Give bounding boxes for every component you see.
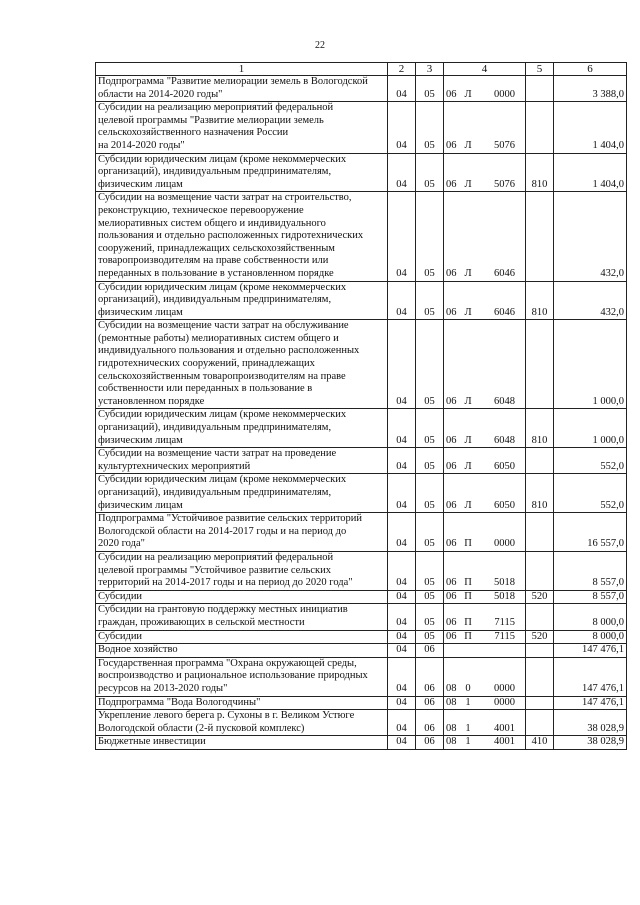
- expense-type-code: [526, 644, 554, 658]
- table-row: [96, 590, 627, 604]
- expense-type-code: [526, 551, 554, 590]
- target-article-part: Л: [464, 499, 472, 511]
- table-row: [96, 76, 627, 102]
- target-article-part: Л: [464, 434, 472, 446]
- section-code: 04: [388, 102, 416, 153]
- amount-value: 432,0: [554, 192, 627, 281]
- target-article-part: 06: [446, 538, 457, 550]
- amount-value: 552,0: [554, 448, 627, 474]
- target-article-part: 06: [446, 616, 457, 628]
- target-article-part: П: [464, 577, 472, 589]
- subsection-code: 06: [416, 710, 444, 736]
- subsection-code: 05: [416, 281, 444, 320]
- page-number: 22: [315, 40, 325, 51]
- amount-value: 38 028,9: [554, 736, 627, 750]
- expense-type-code: [526, 320, 554, 409]
- section-code: 04: [388, 710, 416, 736]
- target-article-part: Л: [464, 460, 472, 472]
- amount-value: 147 476,1: [554, 644, 627, 658]
- target-article-part: П: [464, 616, 472, 628]
- target-article-part: 4001: [494, 722, 515, 734]
- amount-value: 1 000,0: [554, 409, 627, 448]
- expense-type-code: [526, 696, 554, 710]
- row-name: Водное хозяйство: [96, 644, 388, 658]
- table-row: [96, 153, 627, 192]
- section-code: 04: [388, 630, 416, 644]
- subsection-code: 05: [416, 448, 444, 474]
- table-row: [96, 710, 627, 736]
- row-name: Укрепление левого берега р. Сухоны в г. Великом Устюге Вологодской области (2-й пусковой комплекс): [96, 710, 388, 736]
- row-name: Субсидии: [96, 630, 388, 644]
- section-code: 04: [388, 696, 416, 710]
- subsection-code: 06: [416, 657, 444, 696]
- expense-type-code: [526, 102, 554, 153]
- target-article-part: 1: [465, 736, 471, 748]
- amount-value: 38 028,9: [554, 710, 627, 736]
- section-code: 04: [388, 320, 416, 409]
- table-row: [96, 630, 627, 644]
- target-article-code: [444, 320, 526, 409]
- target-article-part: 0000: [494, 538, 515, 550]
- row-name: Бюджетные инвестиции: [96, 736, 388, 750]
- target-article-part: 5076: [494, 178, 515, 190]
- row-name: Субсидии на возмещение части затрат на проведение культуртехнических мероприятий: [96, 448, 388, 474]
- subsection-code: 05: [416, 474, 444, 513]
- target-article-part: 08: [446, 722, 457, 734]
- row-name: Субсидии юридическим лицам (кроме некоммерческих организаций), индивидуальным предпринимателям, физическим лицам: [96, 409, 388, 448]
- expense-type-code: 520: [526, 630, 554, 644]
- target-article-code: [444, 513, 526, 552]
- target-article-part: 06: [446, 178, 457, 190]
- target-article-part: 06: [446, 434, 457, 446]
- target-article-code: [444, 409, 526, 448]
- target-article-part: 7115: [494, 616, 515, 628]
- subsection-code: 05: [416, 153, 444, 192]
- subsection-code: 05: [416, 630, 444, 644]
- target-article-part: 6050: [494, 499, 515, 511]
- expense-type-code: [526, 76, 554, 102]
- amount-value: 147 476,1: [554, 657, 627, 696]
- column-header: 1: [96, 63, 388, 76]
- target-article-part: 06: [446, 267, 457, 279]
- expense-type-code: [526, 448, 554, 474]
- table-row: [96, 604, 627, 630]
- table-row: [96, 551, 627, 590]
- subsection-code: 05: [416, 590, 444, 604]
- subsection-code: 05: [416, 76, 444, 102]
- target-article-code: [444, 657, 526, 696]
- target-article-part: 08: [446, 696, 457, 708]
- target-article-part: 6046: [494, 267, 515, 279]
- subsection-code: 05: [416, 513, 444, 552]
- expense-type-code: [526, 513, 554, 552]
- column-header: 3: [416, 63, 444, 76]
- section-code: 04: [388, 409, 416, 448]
- table-row: [96, 320, 627, 409]
- section-code: 04: [388, 192, 416, 281]
- subsection-code: 06: [416, 736, 444, 750]
- target-article-part: 0: [465, 682, 471, 694]
- target-article-code: [444, 448, 526, 474]
- row-name: Субсидии юридическим лицам (кроме некоммерческих организаций), индивидуальным предпринимателям, физическим лицам: [96, 474, 388, 513]
- row-name: Субсидии на возмещение части затрат на строительство, реконструкцию, техническое перевооружение мелиоративных систем общего и индивидуального пользования и отдельно расположенных гидротехнических сооружений, принадлежащих сельскохозяйственным товаропроизводителям на праве собственности или переданных в пользование в установленном порядке: [96, 192, 388, 281]
- target-article-code: [444, 604, 526, 630]
- table-row: [96, 513, 627, 552]
- amount-value: 432,0: [554, 281, 627, 320]
- subsection-code: 05: [416, 320, 444, 409]
- section-code: 04: [388, 604, 416, 630]
- table-header-row: [96, 63, 627, 76]
- row-name: Подпрограмма "Вода Вологодчины": [96, 696, 388, 710]
- target-article-part: 0000: [494, 682, 515, 694]
- row-name: Подпрограмма "Развитие мелиорации земель в Вологодской области на 2014-2020 годы": [96, 76, 388, 102]
- expense-type-code: 810: [526, 153, 554, 192]
- expense-type-code: 520: [526, 590, 554, 604]
- target-article-part: 06: [446, 88, 457, 100]
- expense-type-code: 810: [526, 474, 554, 513]
- row-name: Государственная программа "Охрана окружающей среды, воспроизводство и рациональное использование природных ресурсов на 2013-2020 годы": [96, 657, 388, 696]
- amount-value: 8 557,0: [554, 590, 627, 604]
- amount-value: 8 000,0: [554, 604, 627, 630]
- target-article-part: 06: [446, 577, 457, 589]
- target-article-part: 6048: [494, 395, 515, 407]
- section-code: 04: [388, 551, 416, 590]
- target-article-part: Л: [464, 88, 472, 100]
- table-row: [96, 474, 627, 513]
- subsection-code: 05: [416, 551, 444, 590]
- amount-value: 552,0: [554, 474, 627, 513]
- target-article-part: 08: [446, 736, 457, 748]
- target-article-code: [444, 644, 526, 658]
- target-article-code: [444, 153, 526, 192]
- section-code: 04: [388, 448, 416, 474]
- row-name: Подпрограмма "Устойчивое развитие сельских территорий Вологодской области на 2014-2017 годы и на период до 2020 года": [96, 513, 388, 552]
- target-article-part: 06: [446, 460, 457, 472]
- table-row: [96, 644, 627, 658]
- target-article-part: 08: [446, 682, 457, 694]
- target-article-part: П: [464, 590, 472, 602]
- section-code: 04: [388, 644, 416, 658]
- section-code: 04: [388, 590, 416, 604]
- target-article-part: 4001: [494, 736, 515, 748]
- target-article-part: 06: [446, 630, 457, 642]
- expense-type-code: [526, 710, 554, 736]
- row-name: Субсидии на реализацию мероприятий федеральной целевой программы "Устойчивое развитие сельских территорий на 2014-2017 годы и на период до 2020 года": [96, 551, 388, 590]
- target-article-part: Л: [464, 178, 472, 190]
- target-article-code: [444, 474, 526, 513]
- expense-type-code: 410: [526, 736, 554, 750]
- row-name: Субсидии: [96, 590, 388, 604]
- target-article-code: [444, 696, 526, 710]
- target-article-code: [444, 281, 526, 320]
- row-name: Субсидии на реализацию мероприятий федеральной целевой программы "Развитие мелиорации земель сельскохозяйственного назначения России на 2014-2020 годы": [96, 102, 388, 153]
- amount-value: 1 404,0: [554, 102, 627, 153]
- target-article-part: 06: [446, 499, 457, 511]
- target-article-code: [444, 192, 526, 281]
- row-name: Субсидии юридическим лицам (кроме некоммерческих организаций), индивидуальным предпринимателям, физическим лицам: [96, 281, 388, 320]
- amount-value: 1 000,0: [554, 320, 627, 409]
- target-article-part: Л: [464, 395, 472, 407]
- expense-type-code: [526, 604, 554, 630]
- target-article-part: П: [464, 630, 472, 642]
- table-row: [96, 696, 627, 710]
- target-article-part: 1: [465, 696, 471, 708]
- target-article-part: 06: [446, 306, 457, 318]
- target-article-part: 6050: [494, 460, 515, 472]
- table-row: [96, 281, 627, 320]
- subsection-code: 05: [416, 192, 444, 281]
- column-header: 5: [526, 63, 554, 76]
- section-code: 04: [388, 736, 416, 750]
- section-code: 04: [388, 76, 416, 102]
- amount-value: 16 557,0: [554, 513, 627, 552]
- section-code: 04: [388, 513, 416, 552]
- subsection-code: 05: [416, 604, 444, 630]
- target-article-code: [444, 551, 526, 590]
- target-article-code: [444, 102, 526, 153]
- table-row: [96, 409, 627, 448]
- target-article-part: Л: [464, 139, 472, 151]
- amount-value: 3 388,0: [554, 76, 627, 102]
- column-header: 4: [444, 63, 526, 76]
- target-article-code: [444, 630, 526, 644]
- row-name: Субсидии на грантовую поддержку местных инициатив граждан, проживающих в сельской местности: [96, 604, 388, 630]
- section-code: 04: [388, 153, 416, 192]
- table-row: [96, 448, 627, 474]
- subsection-code: 06: [416, 696, 444, 710]
- subsection-code: 05: [416, 409, 444, 448]
- target-article-code: [444, 736, 526, 750]
- target-article-part: Л: [464, 267, 472, 279]
- expense-type-code: 810: [526, 409, 554, 448]
- table-row: [96, 192, 627, 281]
- amount-value: 1 404,0: [554, 153, 627, 192]
- target-article-part: 5076: [494, 139, 515, 151]
- target-article-part: 0000: [494, 696, 515, 708]
- target-article-part: 0000: [494, 88, 515, 100]
- table-body: [96, 76, 627, 750]
- expense-type-code: 810: [526, 281, 554, 320]
- target-article-part: 1: [465, 722, 471, 734]
- target-article-part: 06: [446, 590, 457, 602]
- subsection-code: 06: [416, 644, 444, 658]
- subsection-code: 05: [416, 102, 444, 153]
- target-article-code: [444, 710, 526, 736]
- target-article-part: 06: [446, 395, 457, 407]
- target-article-code: [444, 76, 526, 102]
- amount-value: 8 557,0: [554, 551, 627, 590]
- amount-value: 8 000,0: [554, 630, 627, 644]
- table-row: [96, 102, 627, 153]
- section-code: 04: [388, 474, 416, 513]
- section-code: 04: [388, 281, 416, 320]
- target-article-part: 06: [446, 139, 457, 151]
- budget-table: [95, 62, 627, 750]
- column-header: 6: [554, 63, 627, 76]
- target-article-part: 5018: [494, 577, 515, 589]
- row-name: Субсидии юридическим лицам (кроме некоммерческих организаций), индивидуальным предпринимателям, физическим лицам: [96, 153, 388, 192]
- table-row: [96, 736, 627, 750]
- target-article-part: 5018: [494, 590, 515, 602]
- amount-value: 147 476,1: [554, 696, 627, 710]
- row-name: Субсидии на возмещение части затрат на обслуживание (ремонтные работы) мелиоративных систем общего и индивидуального пользования и отдельно расположенных гидротехнических сооружений, принадлежащих сельскохозяйственным товаропроизводителям на праве собственности или переданных в пользование в установленном порядке: [96, 320, 388, 409]
- target-article-code: [444, 590, 526, 604]
- section-code: 04: [388, 657, 416, 696]
- expense-type-code: [526, 657, 554, 696]
- target-article-part: П: [464, 538, 472, 550]
- table-row: [96, 657, 627, 696]
- target-article-part: Л: [464, 306, 472, 318]
- column-header: 2: [388, 63, 416, 76]
- target-article-part: 6046: [494, 306, 515, 318]
- target-article-part: 6048: [494, 434, 515, 446]
- target-article-part: 7115: [494, 630, 515, 642]
- expense-type-code: [526, 192, 554, 281]
